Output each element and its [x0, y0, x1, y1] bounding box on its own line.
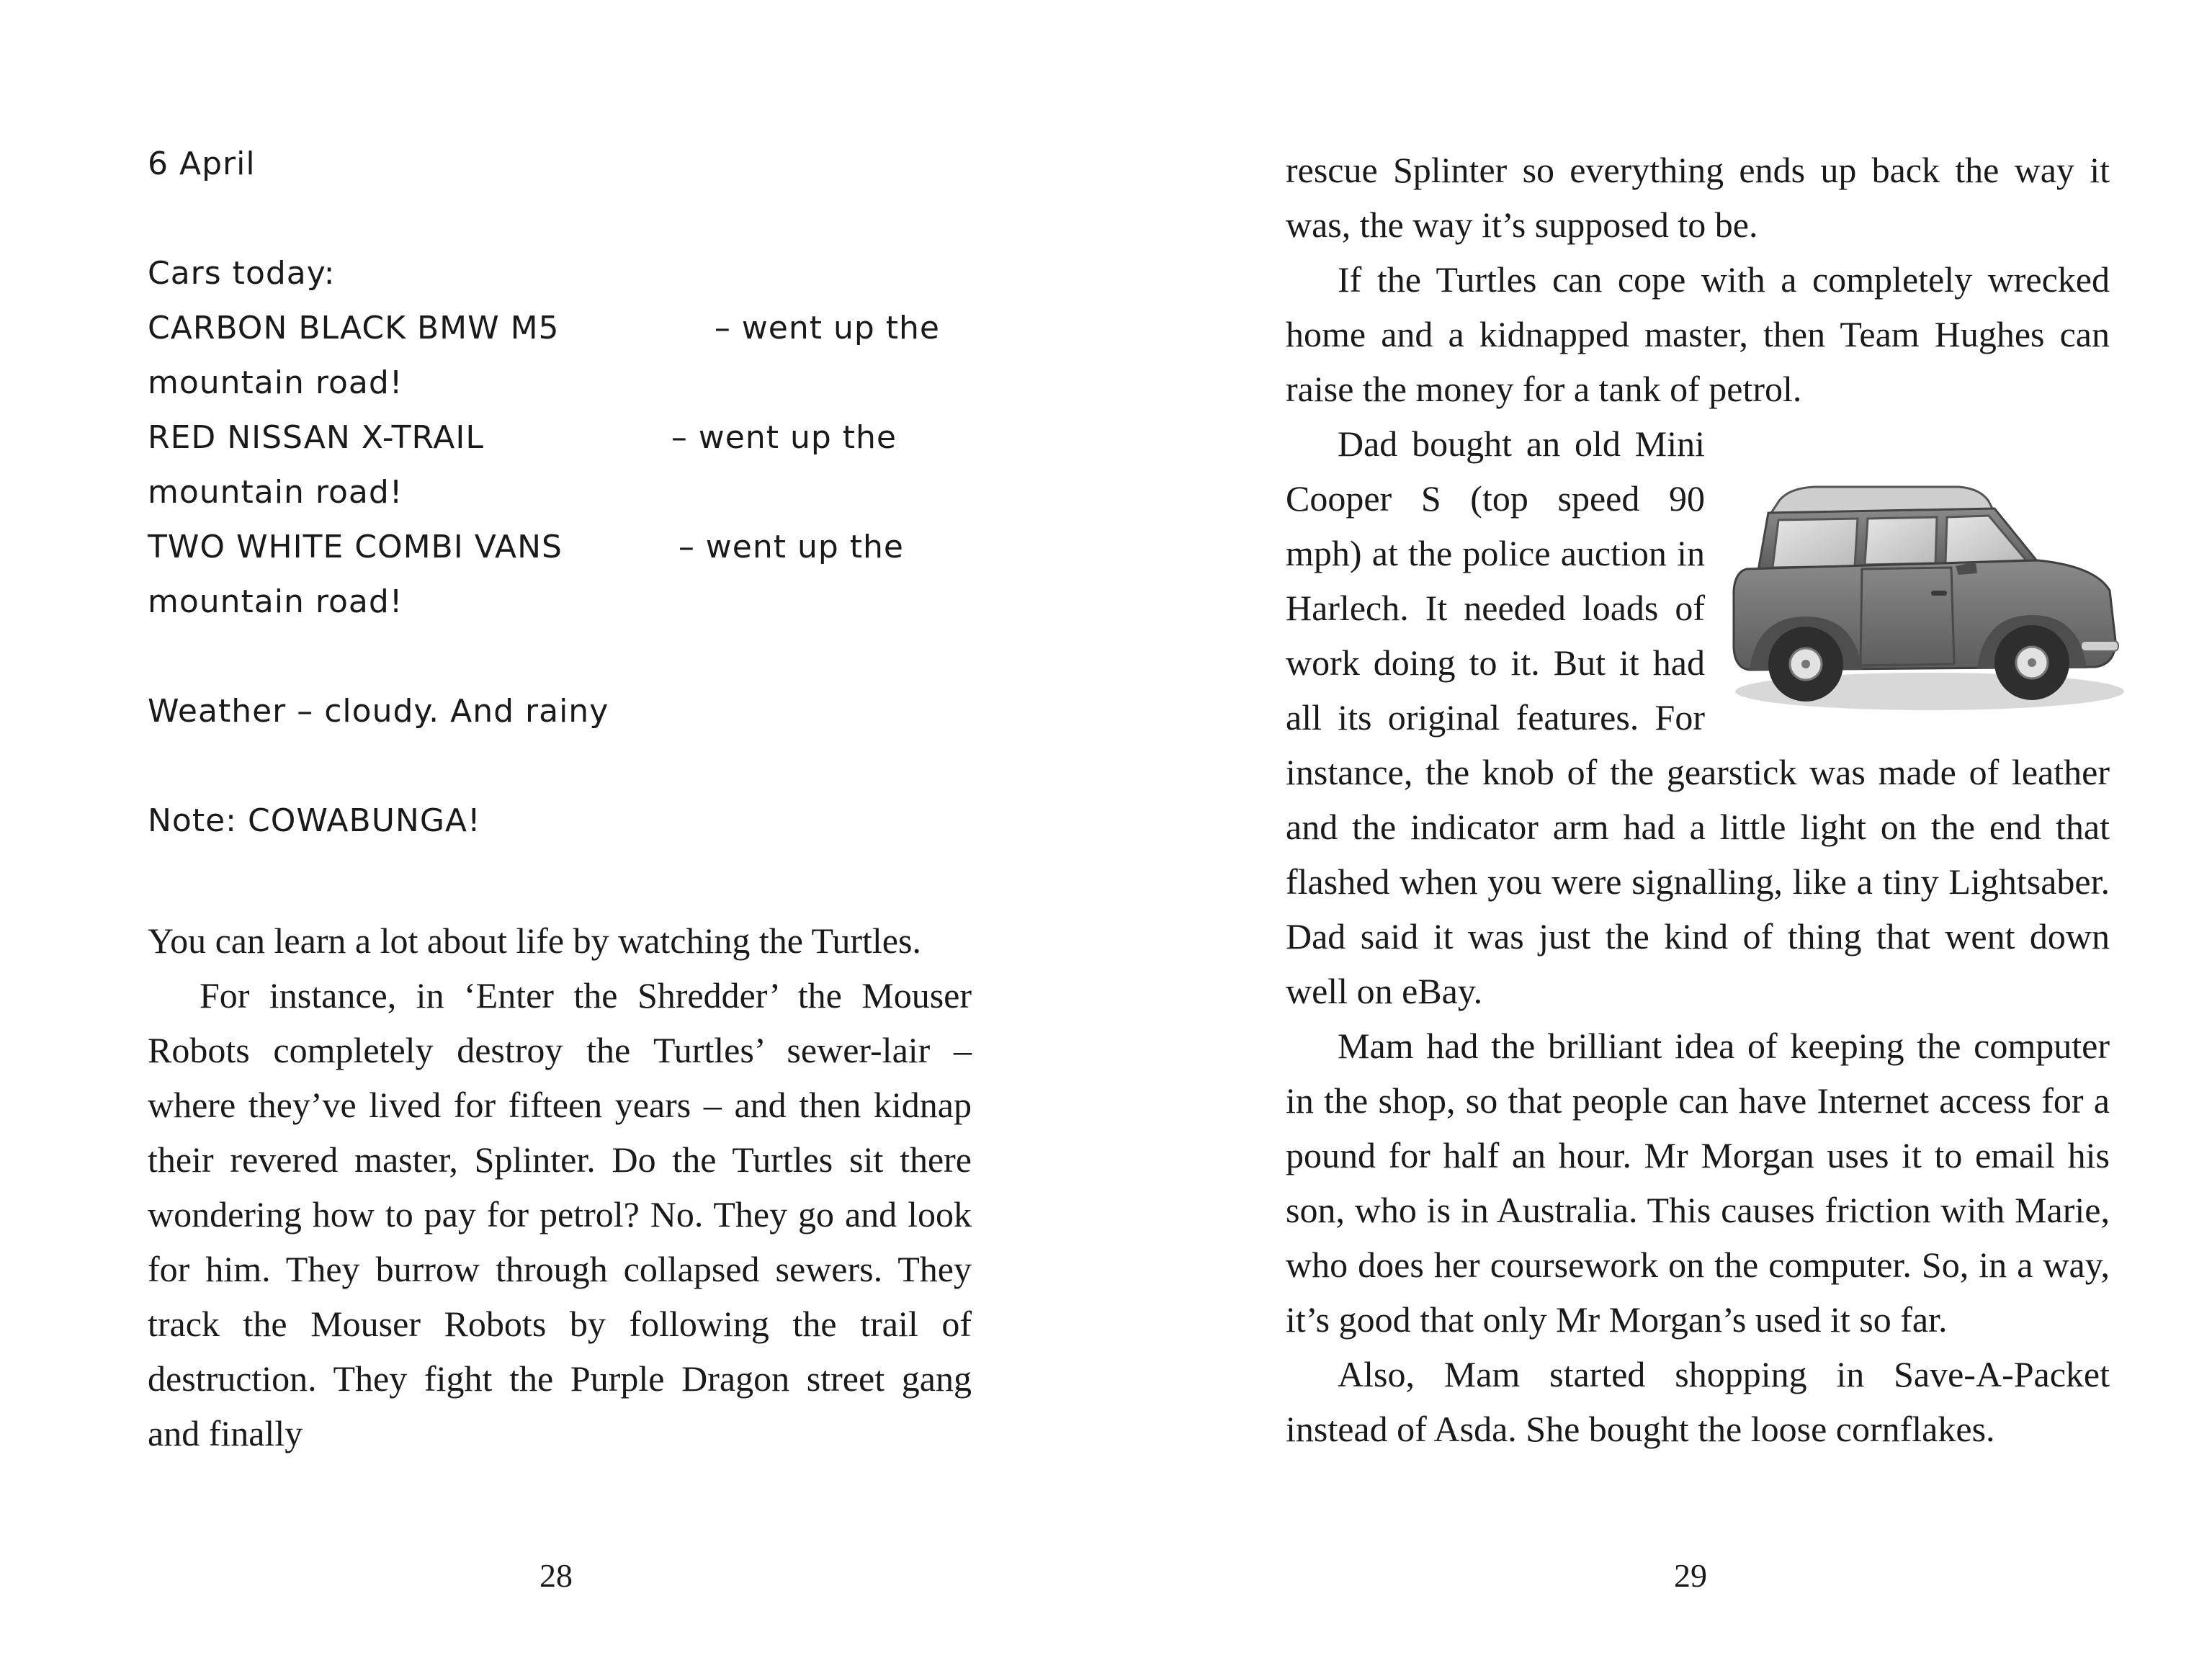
- left-page-text: [148, 913, 972, 1461]
- diary-spacer: [148, 629, 983, 684]
- diary-car-name: RED NISSAN X-TRAIL: [148, 419, 484, 456]
- diary-entry: [148, 137, 983, 848]
- diary-car-name: TWO WHITE COMBI VANS: [148, 529, 563, 565]
- paragraph: rescue Splinter so everything ends up back the way it was, the way it’s supposed to be.: [1286, 150, 2110, 245]
- diary-spacer: [148, 192, 983, 246]
- diary-car-continuation: mountain road!: [148, 583, 403, 620]
- diary-note: Note: COWABUNGA!: [148, 802, 481, 839]
- diary-car-note: – went up the: [678, 529, 904, 565]
- diary-car-line: [148, 411, 897, 465]
- right-page-text: [1286, 143, 2110, 1456]
- paragraph: Mam had the brilliant idea of keeping the computer in the shop, so that people can have Internet access for a pound for half an hour. Mr Morgan uses it to email his son, who is in Australia. This causes friction with Marie, who does her coursework on the computer. So, in a way, it’s good that only Mr Morgan’s used it so far.: [1286, 1026, 2110, 1340]
- diary-spacer: [148, 739, 983, 794]
- mini-cooper-car-icon: [1721, 475, 2124, 720]
- diary-weather: Weather – cloudy. And rainy: [148, 693, 609, 730]
- paragraph: You can learn a lot about life by watching the Turtles.: [148, 920, 921, 961]
- diary-car-continuation: mountain road!: [148, 474, 403, 511]
- diary-cars-heading: Cars today:: [148, 255, 336, 292]
- right-page: [1106, 0, 2212, 1676]
- paragraph: Also, Mam started shopping in Save-A-Packet instead of Asda. She bought the loose cornflakes.: [1286, 1354, 2110, 1449]
- diary-car-line: [148, 520, 904, 575]
- paragraph: If the Turtles can cope with a completely wrecked home and a kidnapped master, then Team Hughes can raise the money for a tank of petrol.: [1286, 259, 2110, 409]
- page-number: 29: [1674, 1557, 1707, 1594]
- diary-car-line: [148, 301, 940, 356]
- diary-car-name: CARBON BLACK BMW M5: [148, 310, 560, 346]
- diary-car-continuation: mountain road!: [148, 364, 403, 401]
- diary-date: 6 April: [148, 145, 256, 182]
- paragraph: For instance, in ‘Enter the Shredder’ the Mouser Robots completely destroy the Turtles’ sewer-lair – where they’ve lived for fifteen years – and then kidnap their revered master, Splinter. Do the Turtles sit there wondering how to pay for petrol? No. They go and look for him. They burrow through collapsed sewers. They track the Mouser Robots by following the trail of destruction. They fight the Purple Dragon street gang and finally: [148, 975, 972, 1453]
- diary-car-note: – went up the: [671, 419, 897, 456]
- paragraph: Dad bought an old Mini Cooper S (top speed 90 mph) at the police auction in Harlech. It needed loads of work doing to it. But it had all its original features. For instance, the knob of the gearstick was made of leather and the indicator arm had a little light on the end that flashed when you were signalling, like a tiny Lightsaber. Dad said it was just the kind of thing that went down well on eBay.: [1286, 424, 2110, 1011]
- page-number: 28: [539, 1557, 573, 1594]
- diary-car-note: – went up the: [714, 310, 940, 346]
